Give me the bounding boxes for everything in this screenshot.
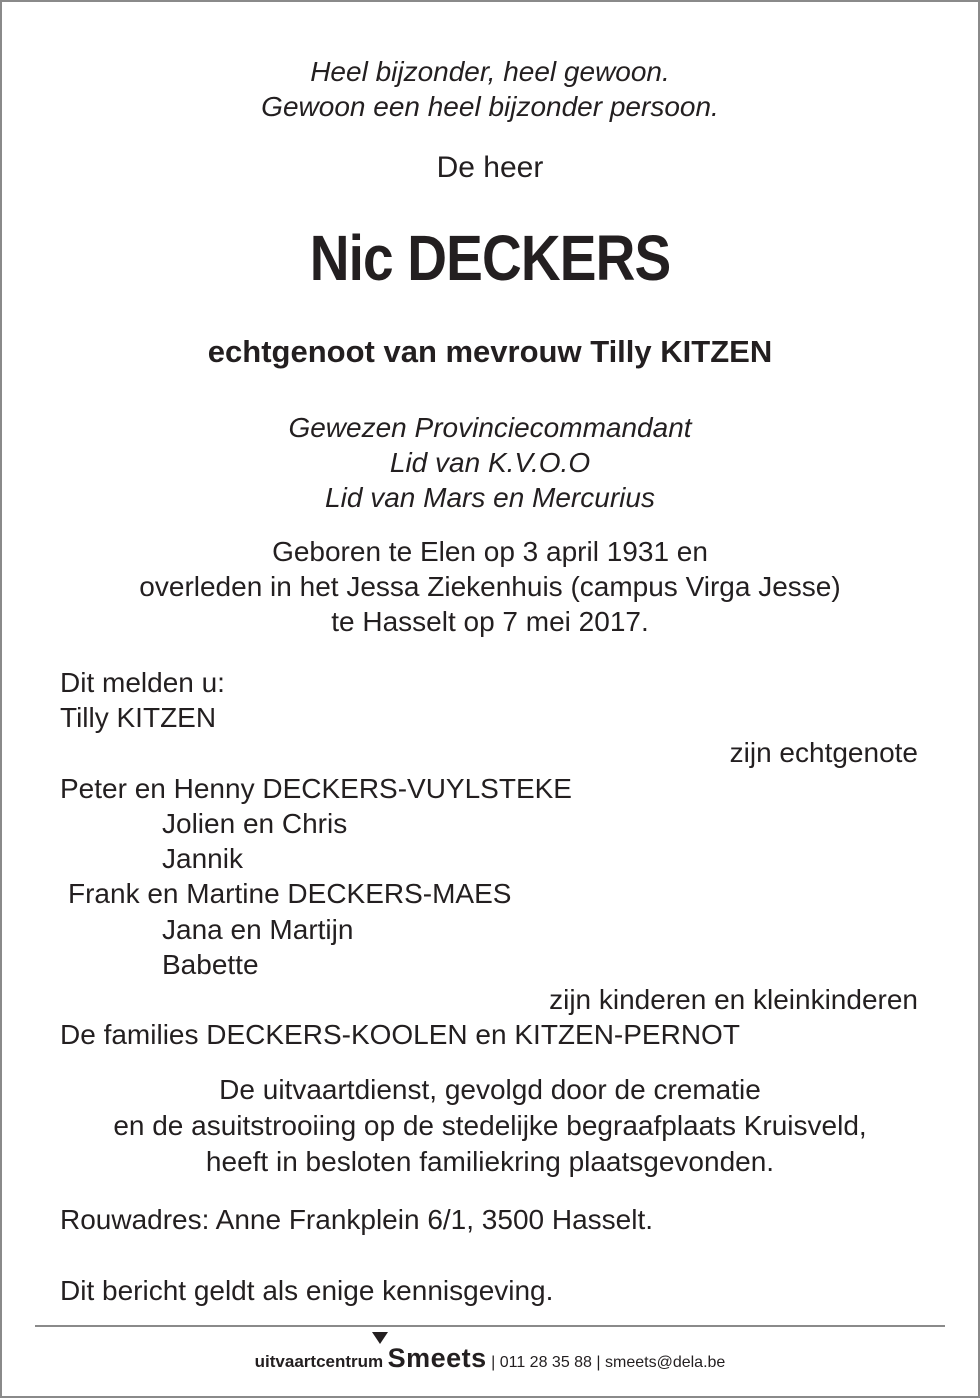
title-line: Gewezen Provinciecommandant xyxy=(288,412,692,443)
birth-death-line: te Hasselt op 7 mei 2017. xyxy=(331,606,649,637)
grandchildren-line: Jana en Martijn xyxy=(162,914,354,945)
spouse-line: echtgenoot van mevrouw Tilly KITZEN xyxy=(207,334,773,369)
footer-email: smeets@dela.be xyxy=(605,1354,726,1371)
grandchildren-line: Babette xyxy=(162,949,259,980)
birth-death-line: Geboren te Elen op 3 april 1931 en xyxy=(272,536,708,567)
title-line: Lid van Mars en Mercurius xyxy=(325,482,655,513)
footer-phone: 011 28 35 88 xyxy=(499,1354,592,1371)
motto-line-2: Gewoon een heel bijzonder persoon. xyxy=(261,91,719,122)
funeral-home-footer xyxy=(0,1343,980,1378)
spouse-role: zijn echtgenote xyxy=(729,737,918,768)
footer-separator: | xyxy=(596,1354,601,1371)
ceremony-line: heeft in besloten familiekring plaatsgevonden. xyxy=(205,1146,775,1177)
title-line: Lid van K.V.O.O xyxy=(389,447,591,478)
salutation: De heer xyxy=(436,151,544,184)
footer-divider xyxy=(35,1325,945,1327)
footer-separator: | xyxy=(491,1354,496,1371)
family-line: Frank en Martine DECKERS-MAES xyxy=(68,878,512,909)
footer-prefix: uitvaartcentrum xyxy=(254,1352,384,1371)
footer-brand-logo: Smeets xyxy=(387,1343,487,1373)
grandchildren-line: Jannik xyxy=(162,843,243,874)
spouse-name: Tilly KITZEN xyxy=(60,702,217,733)
birth-death-line: overleden in het Jessa Ziekenhuis (campus Virga Jesse) xyxy=(139,571,841,602)
ceremony-line: en de asuitstrooiing op de stedelijke begraafplaats Kruisveld, xyxy=(113,1110,867,1141)
children-role: zijn kinderen en kleinkinderen xyxy=(549,984,918,1015)
deceased-name: Nic DECKERS xyxy=(309,222,671,294)
families-line: De families DECKERS-KOOLEN en KITZEN-PERNOT xyxy=(60,1019,740,1050)
grandchildren-line: Jolien en Chris xyxy=(162,808,348,839)
family-line: Peter en Henny DECKERS-VUYLSTEKE xyxy=(60,773,572,804)
announcers-intro: Dit melden u: xyxy=(60,667,225,698)
mourning-address: Rouwadres: Anne Frankplein 6/1, 3500 Hasselt. xyxy=(60,1204,654,1235)
motto-line-1: Heel bijzonder, heel gewoon. xyxy=(310,56,670,87)
ceremony-line: De uitvaartdienst, gevolgd door de crematie xyxy=(219,1074,761,1105)
notice-line: Dit bericht geldt als enige kennisgeving. xyxy=(60,1275,554,1306)
